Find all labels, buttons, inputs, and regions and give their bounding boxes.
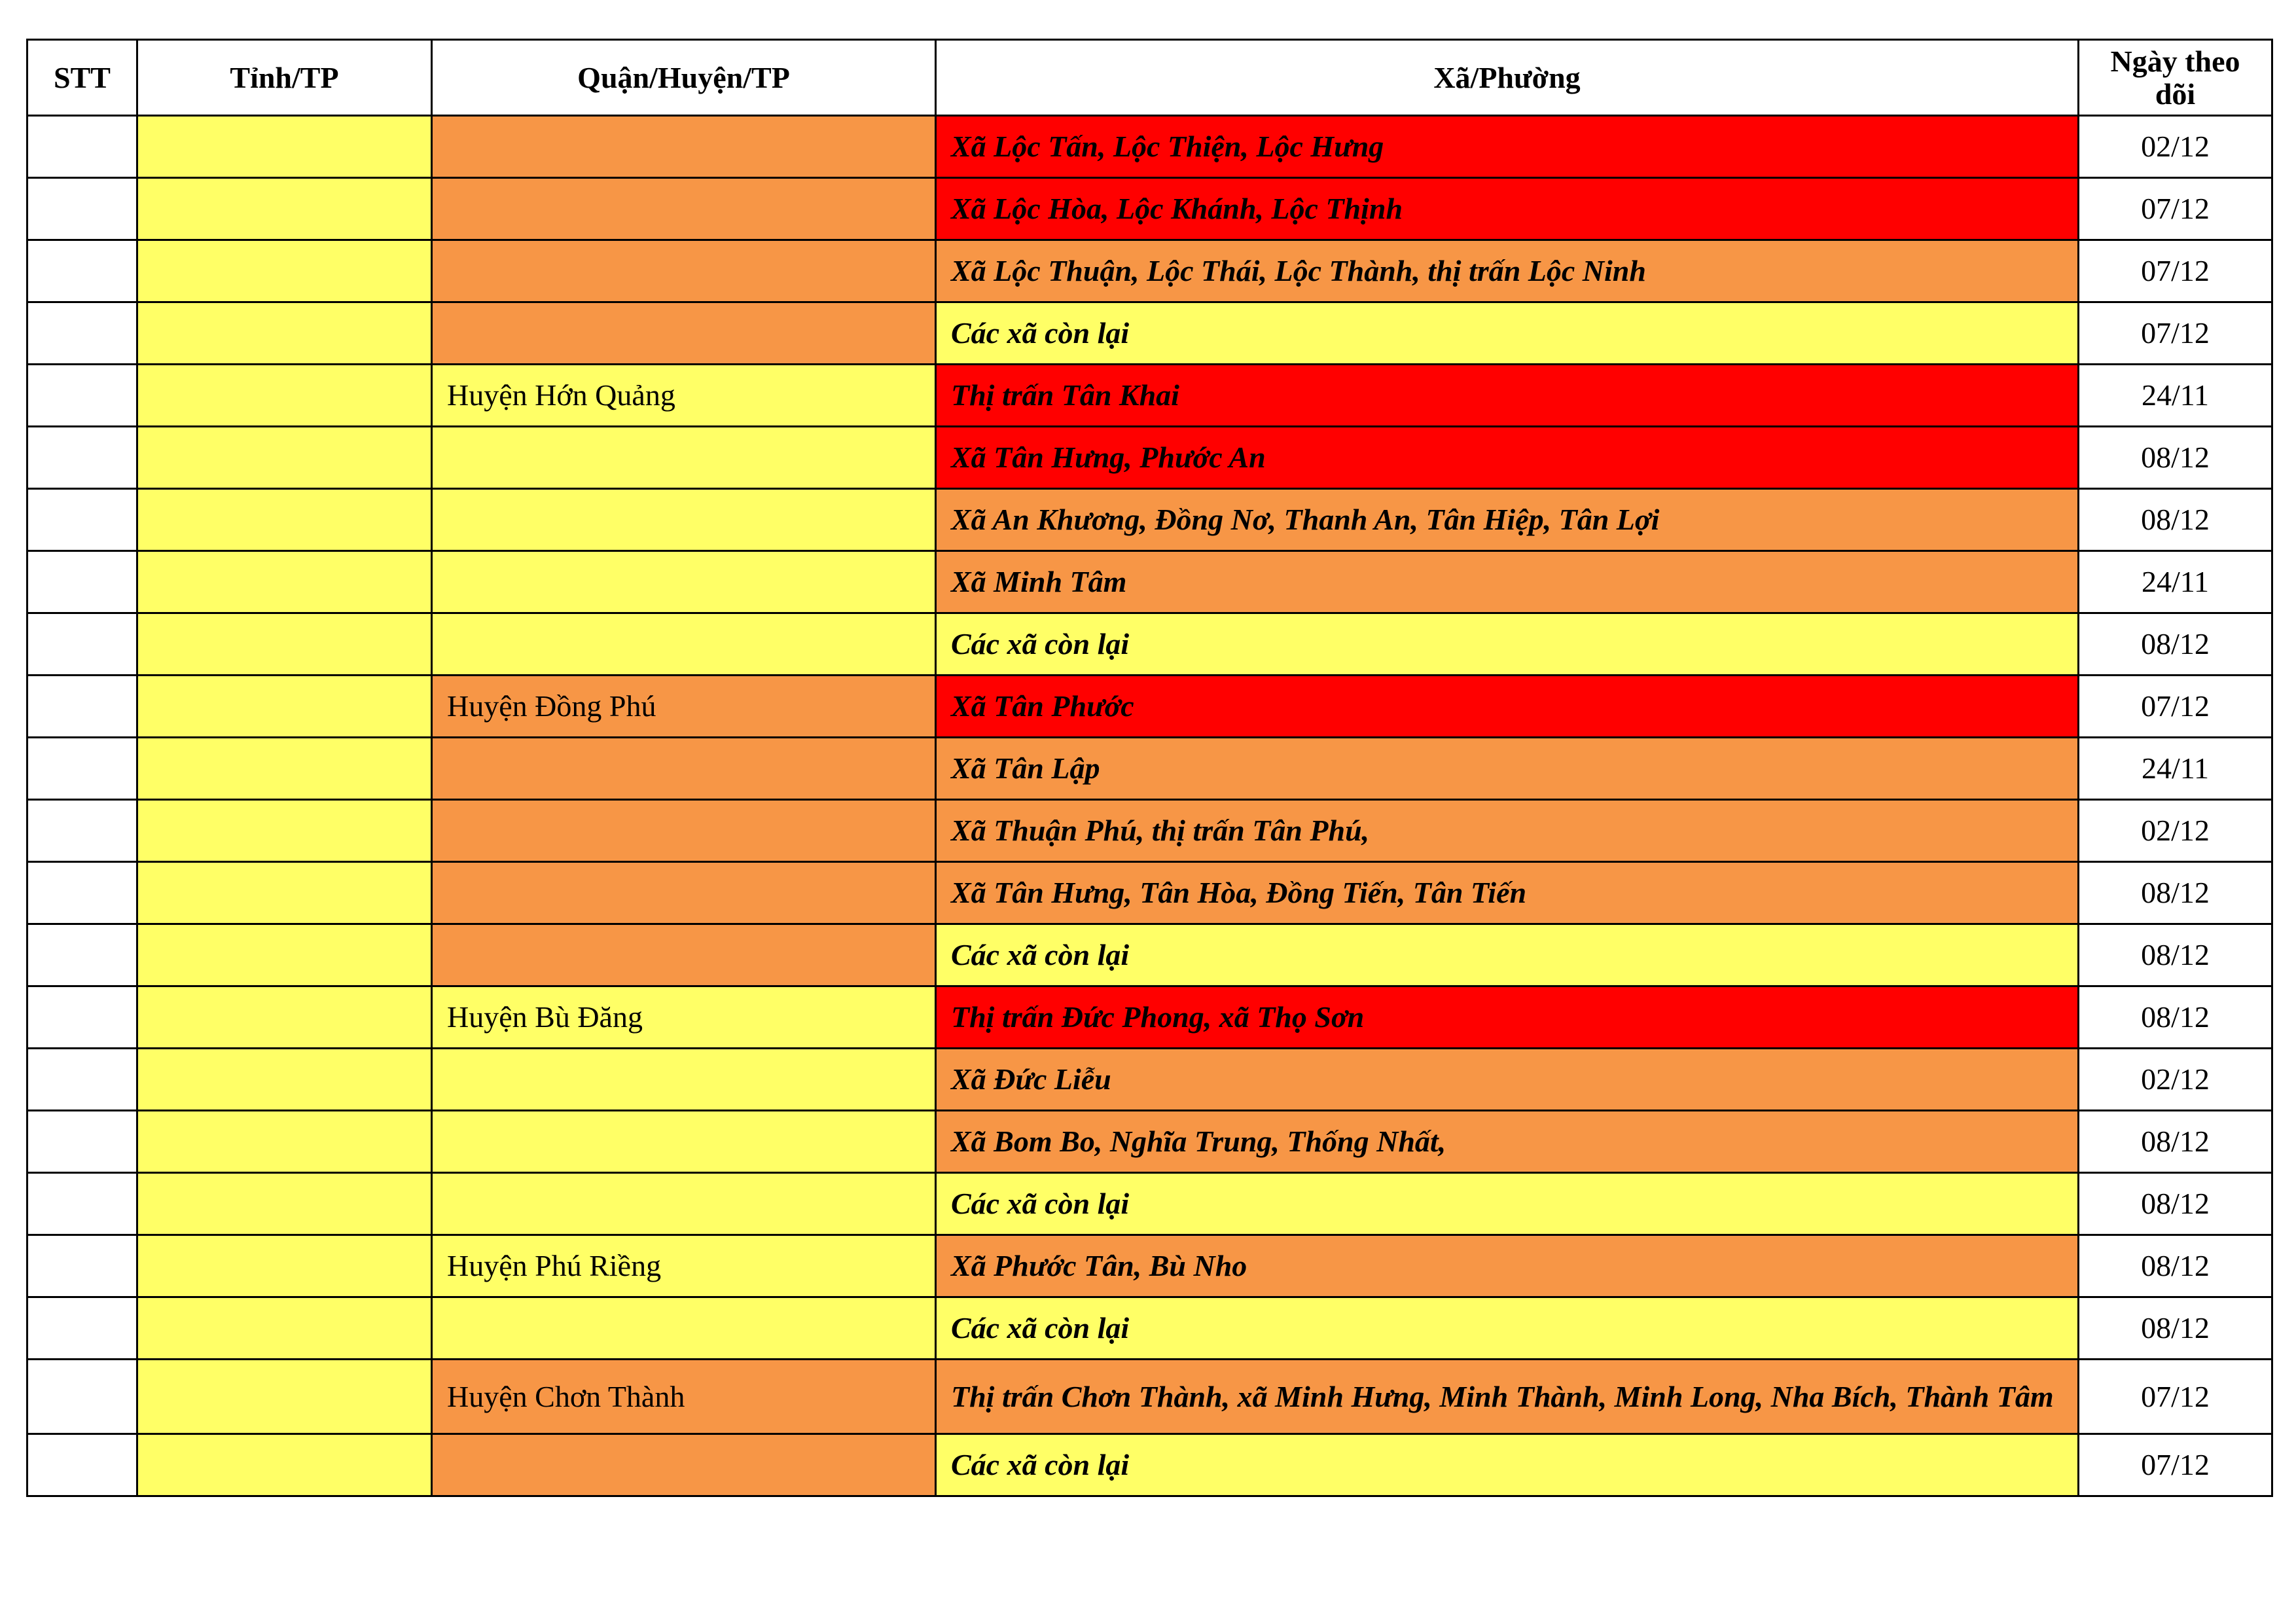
table-row: [27, 1235, 2272, 1297]
header-date: Ngày theo dõi: [2079, 40, 2272, 116]
cell-province: [137, 1111, 432, 1173]
cell-ward: Xã Lộc Thuận, Lộc Thái, Lộc Thành, thị trấn Lộc Ninh: [936, 240, 2079, 302]
cell-stt: [27, 178, 137, 240]
cell-stt: [27, 116, 137, 178]
cell-stt: [27, 862, 137, 924]
cell-date: 08/12: [2079, 1173, 2272, 1235]
cell-ward: Xã Tân Hưng, Phước An: [936, 427, 2079, 489]
cell-province: [137, 1049, 432, 1111]
cell-district: [432, 489, 936, 551]
cell-province: [137, 676, 432, 738]
cell-ward: Các xã còn lại: [936, 613, 2079, 676]
monitoring-table: [26, 39, 2273, 1497]
table-row: [27, 551, 2272, 613]
table-row: [27, 178, 2272, 240]
cell-date: 08/12: [2079, 1111, 2272, 1173]
cell-district: [432, 800, 936, 862]
cell-ward: Xã Thuận Phú, thị trấn Tân Phú,: [936, 800, 2079, 862]
table-row: [27, 1297, 2272, 1360]
cell-stt: [27, 1173, 137, 1235]
cell-province: [137, 240, 432, 302]
cell-date: 07/12: [2079, 676, 2272, 738]
cell-date: 24/11: [2079, 551, 2272, 613]
cell-stt: [27, 302, 137, 365]
cell-district: [432, 302, 936, 365]
cell-date: 24/11: [2079, 365, 2272, 427]
cell-ward: Các xã còn lại: [936, 1173, 2079, 1235]
cell-date: 07/12: [2079, 240, 2272, 302]
cell-district: Huyện Bù Đăng: [432, 986, 936, 1049]
cell-province: [137, 1235, 432, 1297]
cell-date: 07/12: [2079, 178, 2272, 240]
table-row: [27, 800, 2272, 862]
cell-date: 07/12: [2079, 1360, 2272, 1434]
cell-district: [432, 1111, 936, 1173]
cell-province: [137, 613, 432, 676]
cell-stt: [27, 1235, 137, 1297]
cell-district: [432, 116, 936, 178]
table-row: [27, 862, 2272, 924]
table-row: [27, 676, 2272, 738]
cell-district: Huyện Phú Riềng: [432, 1235, 936, 1297]
cell-date: 08/12: [2079, 489, 2272, 551]
cell-date: 02/12: [2079, 800, 2272, 862]
cell-stt: [27, 240, 137, 302]
cell-district: [432, 924, 936, 986]
cell-date: 08/12: [2079, 613, 2272, 676]
cell-date: 24/11: [2079, 738, 2272, 800]
cell-province: [137, 738, 432, 800]
table-row: [27, 613, 2272, 676]
cell-stt: [27, 676, 137, 738]
cell-district: [432, 1297, 936, 1360]
table-header: [27, 40, 2272, 116]
table-row: [27, 302, 2272, 365]
cell-date: 08/12: [2079, 1235, 2272, 1297]
cell-province: [137, 1173, 432, 1235]
cell-district: [432, 1049, 936, 1111]
cell-district: [432, 613, 936, 676]
table-row: [27, 986, 2272, 1049]
cell-ward: Các xã còn lại: [936, 924, 2079, 986]
header-province: Tỉnh/TP: [137, 40, 432, 116]
cell-date: 02/12: [2079, 1049, 2272, 1111]
cell-district: [432, 551, 936, 613]
cell-date: 08/12: [2079, 862, 2272, 924]
cell-stt: [27, 613, 137, 676]
cell-stt: [27, 551, 137, 613]
cell-stt: [27, 427, 137, 489]
cell-date: 08/12: [2079, 924, 2272, 986]
cell-date: 08/12: [2079, 1297, 2272, 1360]
cell-province: [137, 489, 432, 551]
table-row: [27, 116, 2272, 178]
cell-province: [137, 1360, 432, 1434]
cell-province: [137, 800, 432, 862]
cell-province: [137, 1297, 432, 1360]
header-stt: STT: [27, 40, 137, 116]
cell-province: [137, 116, 432, 178]
table-row: [27, 489, 2272, 551]
cell-province: [137, 365, 432, 427]
table-body: [27, 116, 2272, 1496]
cell-ward: Các xã còn lại: [936, 302, 2079, 365]
cell-ward: Thị trấn Tân Khai: [936, 365, 2079, 427]
cell-district: [432, 1173, 936, 1235]
cell-province: [137, 862, 432, 924]
cell-ward: Các xã còn lại: [936, 1434, 2079, 1496]
table-row: [27, 924, 2272, 986]
cell-date: 08/12: [2079, 427, 2272, 489]
cell-ward: Xã Đức Liễu: [936, 1049, 2079, 1111]
table-row: [27, 427, 2272, 489]
cell-ward: Xã Lộc Hòa, Lộc Khánh, Lộc Thịnh: [936, 178, 2079, 240]
table-row: [27, 1111, 2272, 1173]
cell-stt: [27, 800, 137, 862]
table-row: [27, 365, 2272, 427]
header-ward: Xã/Phường: [936, 40, 2079, 116]
cell-ward: Các xã còn lại: [936, 1297, 2079, 1360]
cell-district: Huyện Hớn Quảng: [432, 365, 936, 427]
cell-ward: Thị trấn Đức Phong, xã Thọ Sơn: [936, 986, 2079, 1049]
cell-stt: [27, 365, 137, 427]
cell-ward: Xã Tân Lập: [936, 738, 2079, 800]
cell-province: [137, 302, 432, 365]
cell-district: [432, 1434, 936, 1496]
cell-stt: [27, 1434, 137, 1496]
cell-ward: Xã Tân Phước: [936, 676, 2079, 738]
table-row: [27, 1434, 2272, 1496]
cell-ward: Xã Bom Bo, Nghĩa Trung, Thống Nhất,: [936, 1111, 2079, 1173]
cell-district: Huyện Đồng Phú: [432, 676, 936, 738]
cell-province: [137, 986, 432, 1049]
table-row: [27, 1360, 2272, 1434]
cell-district: [432, 738, 936, 800]
cell-stt: [27, 489, 137, 551]
cell-date: 02/12: [2079, 116, 2272, 178]
cell-stt: [27, 1049, 137, 1111]
cell-district: [432, 862, 936, 924]
cell-ward: Xã Lộc Tấn, Lộc Thiện, Lộc Hưng: [936, 116, 2079, 178]
cell-stt: [27, 1111, 137, 1173]
cell-date: 07/12: [2079, 1434, 2272, 1496]
cell-stt: [27, 1297, 137, 1360]
cell-stt: [27, 1360, 137, 1434]
cell-province: [137, 924, 432, 986]
table-row: [27, 240, 2272, 302]
cell-ward: Xã Phước Tân, Bù Nho: [936, 1235, 2079, 1297]
cell-stt: [27, 924, 137, 986]
cell-province: [137, 1434, 432, 1496]
cell-district: Huyện Chơn Thành: [432, 1360, 936, 1434]
cell-ward: Xã Tân Hưng, Tân Hòa, Đồng Tiến, Tân Tiến: [936, 862, 2079, 924]
cell-stt: [27, 986, 137, 1049]
cell-province: [137, 178, 432, 240]
cell-district: [432, 178, 936, 240]
cell-province: [137, 427, 432, 489]
cell-province: [137, 551, 432, 613]
cell-ward: Xã An Khương, Đồng Nơ, Thanh An, Tân Hiệp, Tân Lợi: [936, 489, 2079, 551]
cell-stt: [27, 738, 137, 800]
header-row: [27, 40, 2272, 116]
table-row: [27, 1049, 2272, 1111]
table-row: [27, 1173, 2272, 1235]
cell-ward: Thị trấn Chơn Thành, xã Minh Hưng, Minh Thành, Minh Long, Nha Bích, Thành Tâm: [936, 1360, 2079, 1434]
table-row: [27, 738, 2272, 800]
cell-date: 08/12: [2079, 986, 2272, 1049]
cell-district: [432, 240, 936, 302]
cell-ward: Xã Minh Tâm: [936, 551, 2079, 613]
cell-district: [432, 427, 936, 489]
cell-date: 07/12: [2079, 302, 2272, 365]
header-district: Quận/Huyện/TP: [432, 40, 936, 116]
